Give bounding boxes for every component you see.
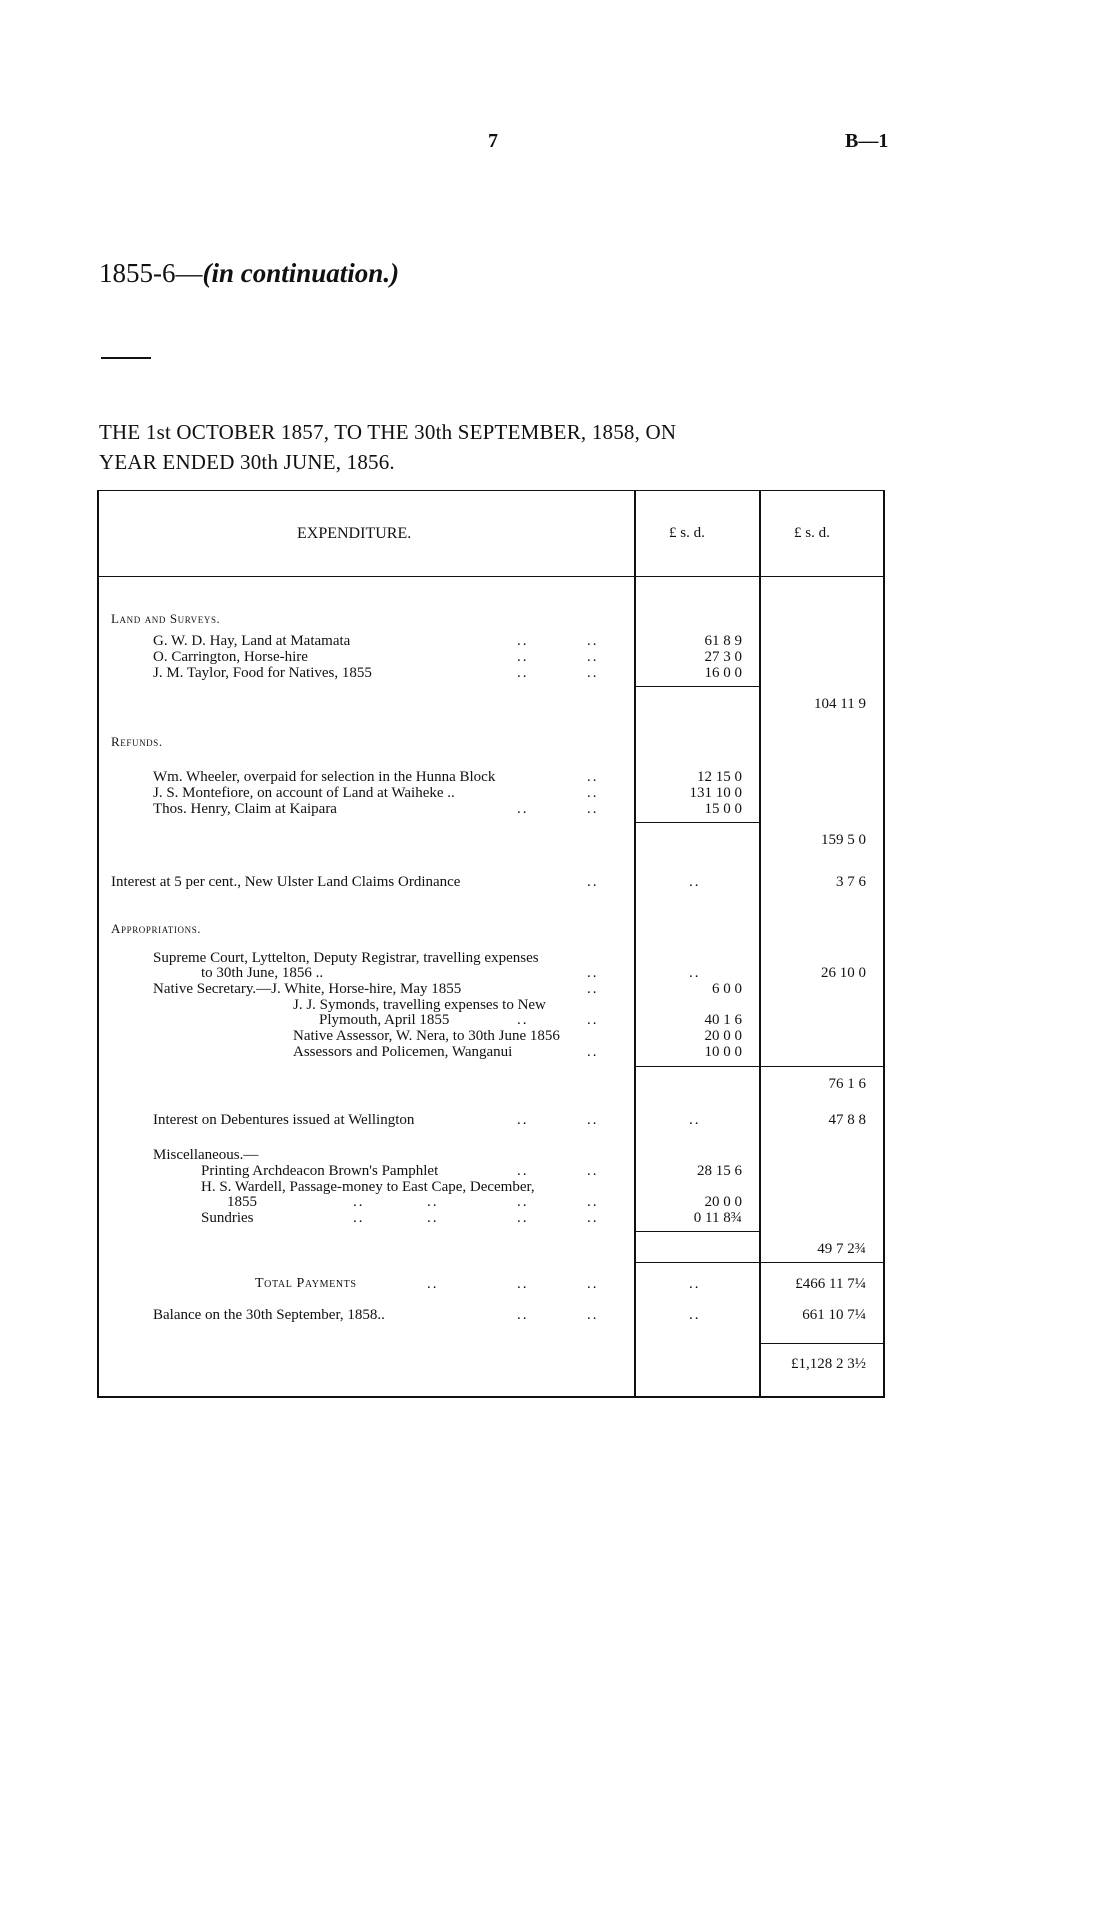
- leader-dots: ..: [517, 1012, 529, 1028]
- leader-dots: ..: [427, 1276, 439, 1292]
- leader-dots: ..: [587, 965, 599, 981]
- subtotal-rule: [635, 1231, 759, 1232]
- subtotal-rule: [635, 822, 759, 823]
- table-left-border: [97, 490, 99, 1398]
- subtotal-rule: [635, 686, 759, 687]
- wardell-line-1: H. S. Wardell, Passage-money to East Cape, December,: [201, 1179, 535, 1195]
- pamphlet-line: Printing Archdeacon Brown's Pamphlet: [201, 1163, 439, 1179]
- land-row-2-text: O. Carrington, Horse-hire: [153, 649, 308, 665]
- symonds-line-2: Plymouth, April 1855: [319, 1012, 450, 1028]
- leader-dots: ..: [587, 801, 599, 817]
- section-rule: [635, 1262, 883, 1263]
- table-top-border: [97, 490, 885, 491]
- leader-dots: ..: [517, 1163, 529, 1179]
- leader-dots: ..: [689, 1276, 701, 1292]
- leader-dots: ..: [517, 1276, 529, 1292]
- leader-dots: ..: [587, 1276, 599, 1292]
- leader-dots: ..: [587, 665, 599, 681]
- land-row-3-amount: 16 0 0: [704, 665, 742, 681]
- table-right-border: [883, 490, 885, 1398]
- balance-label: Balance on the 30th September, 1858..: [153, 1307, 385, 1323]
- interest-ordinance-label: Interest at 5 per cent., New Ulster Land Claims Ordinance: [111, 874, 461, 890]
- leader-dots: ..: [427, 1194, 439, 1210]
- leader-dots: ..: [517, 649, 529, 665]
- section-appropriations: Appropriations.: [111, 921, 202, 936]
- leader-dots: ..: [353, 1210, 365, 1226]
- supreme-court-line-1: Supreme Court, Lyttelton, Deputy Registrar, travelling expenses: [153, 950, 539, 966]
- leader-dots: ..: [587, 981, 599, 997]
- title-line-2: YEAR ENDED 30th JUNE, 1856.: [99, 450, 395, 474]
- leader-dots: ..: [517, 1307, 529, 1323]
- wardell-amount: 20 0 0: [704, 1194, 742, 1210]
- land-row-2-amount: 27 3 0: [704, 649, 742, 665]
- section-land-surveys: Land and Surveys.: [111, 611, 221, 626]
- leader-dots: ..: [587, 1012, 599, 1028]
- land-row-1-text: G. W. D. Hay, Land at Matamata: [153, 633, 351, 649]
- leader-dots: ..: [587, 785, 599, 801]
- misc-total: 49 7 2¾: [817, 1241, 866, 1257]
- land-total: 104 11 9: [814, 696, 866, 712]
- native-secretary-total: 76 1 6: [828, 1076, 866, 1092]
- page-heading: [99, 258, 399, 289]
- assessors-policemen-amount: 10 0 0: [704, 1044, 742, 1060]
- symonds-line-1: J. J. Symonds, travelling expenses to New: [293, 997, 546, 1013]
- balance-amount: 661 10 7¼: [802, 1307, 866, 1323]
- land-row-3-text: J. M. Taylor, Food for Natives, 1855: [153, 665, 372, 681]
- refund-row-2-text: J. S. Montefiore, on account of Land at Waiheke ..: [153, 785, 455, 801]
- header-col1: £ s. d.: [669, 525, 705, 541]
- leader-dots: ..: [353, 1194, 365, 1210]
- leader-dots: ..: [517, 665, 529, 681]
- grand-total-rule: [760, 1343, 883, 1344]
- leader-dots: ..: [587, 1112, 599, 1128]
- leader-dots: ..: [427, 1210, 439, 1226]
- supreme-court-total: 26 10 0: [821, 965, 866, 981]
- native-secretary-amount: 6 0 0: [712, 981, 742, 997]
- leader-dots: ..: [587, 1044, 599, 1060]
- total-payments-amount: £466 11 7¼: [795, 1276, 866, 1292]
- supreme-court-line-2: to 30th June, 1856 ..: [201, 965, 324, 981]
- leader-dots: ..: [517, 1194, 529, 1210]
- header-col2: £ s. d.: [794, 525, 830, 541]
- leader-dots: ..: [587, 1307, 599, 1323]
- leader-dots: ..: [587, 649, 599, 665]
- symonds-amount: 40 1 6: [704, 1012, 742, 1028]
- refund-row-2-amount: 131 10 0: [689, 785, 742, 801]
- total-payments-label: Total Payments: [255, 1276, 357, 1291]
- header-rule: [97, 576, 885, 577]
- refund-row-1-amount: 12 15 0: [697, 769, 742, 785]
- expenditure-table: [97, 490, 885, 1398]
- debentures-amount: 47 8 8: [828, 1112, 866, 1128]
- sundries-amount: 0 11 8¾: [693, 1210, 742, 1226]
- leader-dots: ..: [689, 874, 701, 890]
- leader-dots: ..: [587, 1163, 599, 1179]
- wardell-line-2: 1855: [227, 1194, 257, 1210]
- table-bottom-border: [97, 1396, 885, 1398]
- debentures-label: Interest on Debentures issued at Wellington: [153, 1112, 415, 1128]
- leader-dots: ..: [689, 1112, 701, 1128]
- leader-dots: ..: [689, 1307, 701, 1323]
- leader-dots: ..: [689, 965, 701, 981]
- native-secretary-line: Native Secretary.—J. White, Horse-hire, May 1855: [153, 981, 462, 997]
- page-code: B—1: [845, 130, 889, 152]
- leader-dots: ..: [517, 801, 529, 817]
- leader-dots: ..: [587, 633, 599, 649]
- heading-note: (in continuation.): [202, 258, 400, 288]
- leader-dots: ..: [587, 1194, 599, 1210]
- refund-row-3-amount: 15 0 0: [704, 801, 742, 817]
- sundries-line: Sundries: [201, 1210, 254, 1226]
- refund-row-1-text: Wm. Wheeler, overpaid for selection in the Hunna Block: [153, 769, 496, 785]
- misc-label: Miscellaneous.—: [153, 1147, 259, 1163]
- native-assessor-line: Native Assessor, W. Nera, to 30th June 1856: [293, 1028, 560, 1044]
- leader-dots: ..: [587, 1210, 599, 1226]
- leader-dots: ..: [517, 633, 529, 649]
- leader-dots: ..: [587, 769, 599, 785]
- pamphlet-amount: 28 15 6: [697, 1163, 742, 1179]
- short-divider: [101, 357, 151, 359]
- title-line-1: THE 1st OCTOBER 1857, TO THE 30th SEPTEMBER, 1858, ON: [99, 420, 677, 444]
- interest-ordinance-amount: 3 7 6: [836, 874, 866, 890]
- leader-dots: ..: [587, 874, 599, 890]
- heading-year: 1855-6—: [99, 258, 203, 288]
- header-expenditure: EXPENDITURE.: [297, 525, 412, 542]
- refund-row-3-text: Thos. Henry, Claim at Kaipara: [153, 801, 337, 817]
- leader-dots: ..: [517, 1112, 529, 1128]
- grand-total-amount: £1,128 2 3½: [791, 1356, 866, 1372]
- native-assessor-amount: 20 0 0: [704, 1028, 742, 1044]
- leader-dots: ..: [517, 1210, 529, 1226]
- assessors-policemen-line: Assessors and Policemen, Wanganui: [293, 1044, 513, 1060]
- refund-total: 159 5 0: [821, 832, 866, 848]
- section-refunds: Refunds.: [111, 734, 163, 749]
- subtotal-rule: [635, 1066, 883, 1067]
- page-number: 7: [488, 130, 498, 152]
- land-row-1-amount: 61 8 9: [704, 633, 742, 649]
